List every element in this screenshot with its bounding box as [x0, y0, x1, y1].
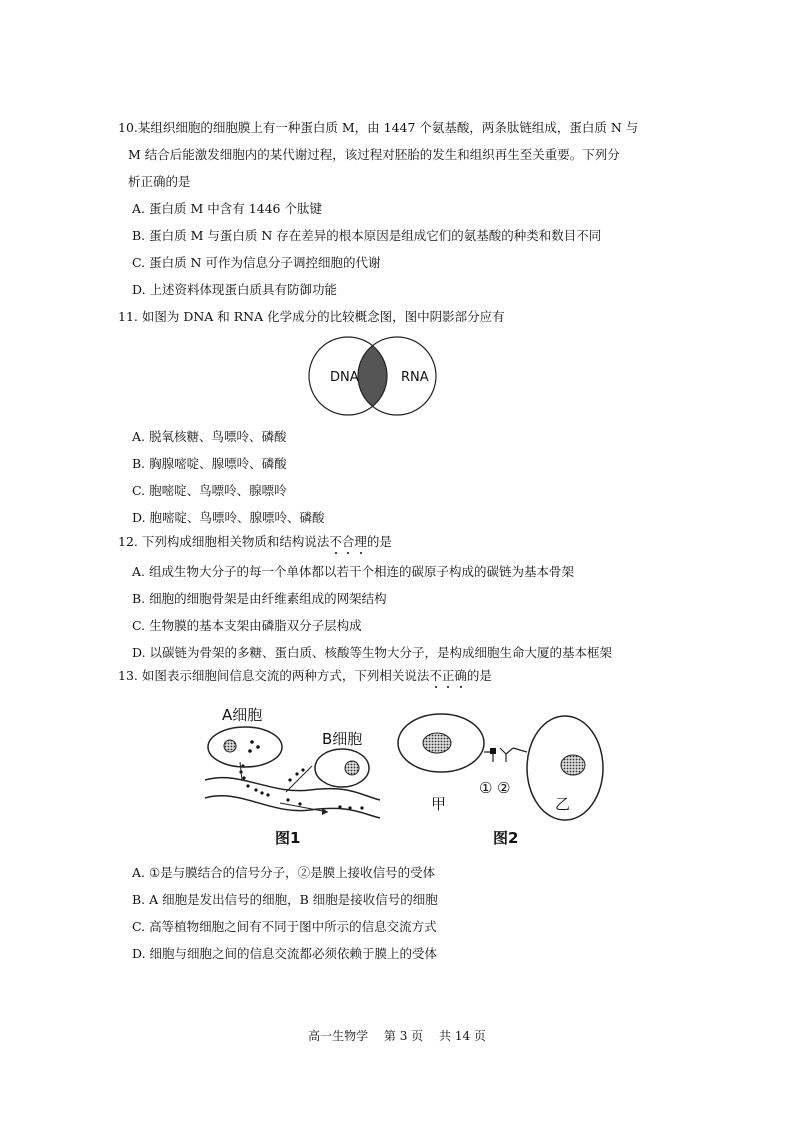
q10-stem-line1: 10.某组织细胞的细胞膜上有一种蛋白质 M，由 1447 个氨基酸，两条肽链组成，蛋白质 N 与: [118, 120, 639, 135]
venn-dna-label: DNA: [330, 370, 359, 385]
cell-yi-nucleus: [561, 755, 585, 775]
q13-option-a: A. ①是与膜结合的信号分子，②是膜上接收信号的受体: [132, 865, 436, 880]
figure-2-contact-signaling: [395, 710, 610, 850]
emphasis-char: 不: [429, 668, 442, 683]
q12-option-a: A. 组成生物大分子的每一个单体都以若干个相连的碳原子构成的碳链为基本骨架: [132, 564, 574, 579]
q11-option-d: D. 胞嘧啶、鸟嘌呤、腺嘌呤、磷酸: [132, 510, 325, 525]
q10-option-b: B. 蛋白质 M 与蛋白质 N 存在差异的根本原因是组成它们的氨基酸的种类和数目不同: [132, 228, 602, 243]
cell-b: [315, 749, 369, 787]
q11-option-c: C. 胞嘧啶、鸟嘌呤、腺嘌呤: [132, 483, 287, 498]
q13-stem-post: 的是: [466, 668, 492, 683]
mark-1-label: ①: [479, 779, 493, 797]
blood-vessel-lower-wall: [205, 796, 380, 818]
page-footer: [0, 1027, 794, 1044]
q11-option-a: A. 脱氧核糖、鸟嘌呤、磷酸: [132, 429, 287, 444]
cell-b-nucleus: [345, 761, 359, 775]
footer-subject: 高一生物学: [308, 1029, 369, 1043]
q10-option-c: C. 蛋白质 N 可作为信息分子调控细胞的代谢: [132, 255, 381, 270]
q10-stem-line2: M 结合后能激发细胞内的某代谢过程，该过程对胚胎的发生和组织再生至关重要。下列分: [128, 147, 620, 162]
emphasis-char: 不: [329, 534, 342, 549]
cell-a-nucleus: [224, 740, 236, 752]
venn-rna-label: RNA: [401, 370, 429, 385]
q13-option-c: C. 高等植物细胞之间有不同于图中所示的信息交流方式: [132, 919, 437, 934]
dna-rna-venn-diagram: [300, 335, 445, 420]
q11-stem: 11. 如图为 DNA 和 RNA 化学成分的比较概念图，图中阴影部分应有: [118, 309, 505, 324]
q12-option-d: D. 以碳链为骨架的多糖、蛋白质、核酸等生物大分子，是构成细胞生命大厦的基本框架: [132, 645, 613, 660]
footer-total-pages: 共 14 页: [439, 1029, 486, 1043]
figure-1-endocrine-signaling: [200, 700, 390, 850]
q10-option-d: D. 上述资料体现蛋白质具有防御功能: [132, 282, 338, 297]
figure-1-caption: 图1: [275, 829, 301, 847]
q12-option-c: C. 生物膜的基本支架由磷脂双分子层构成: [132, 618, 362, 633]
q12-stem-post: 的是: [366, 534, 392, 549]
footer-page-number: 第 3 页: [383, 1029, 424, 1043]
q10-option-a: A. 蛋白质 M 中含有 1446 个肽键: [132, 201, 322, 216]
emphasis-char: 合: [341, 534, 355, 549]
q13-stem: [118, 668, 492, 684]
mark-2-label: ②: [497, 779, 511, 797]
q10-stem-line3: 析正确的是: [128, 174, 191, 189]
emphasis-char: 确: [454, 668, 467, 683]
q12-option-b: B. 细胞的细胞骨架是由纤维素组成的网架结构: [132, 591, 387, 606]
jia-label: 甲: [431, 795, 447, 813]
q11-option-b: B. 胸腺嘧啶、腺嘌呤、磷酸: [132, 456, 287, 471]
cell-b-label: B细胞: [322, 730, 363, 748]
q12-stem-pre: 12. 下列构成细胞相关物质和结构说法: [118, 534, 330, 549]
q12-stem: [118, 534, 392, 550]
figure-2-caption: 图2: [493, 829, 519, 847]
cell-a-label: A细胞: [222, 706, 263, 724]
signal-molecule: [490, 748, 496, 754]
receptor: [500, 748, 527, 762]
cell-a: [208, 727, 282, 767]
q13-option-d: D. 细胞与细胞之间的信息交流都必须依赖于膜上的受体: [132, 946, 438, 961]
q13-stem-pre: 13. 如图表示细胞间信息交流的两种方式，下列相关说法: [118, 668, 430, 683]
cell-jia-nucleus: [423, 733, 451, 753]
emphasis-char: 理: [354, 534, 367, 549]
yi-label: 乙: [555, 795, 571, 813]
q13-option-b: B. A 细胞是发出信号的细胞，B 细胞是接收信号的细胞: [132, 892, 438, 907]
emphasis-char: 正: [441, 668, 455, 683]
